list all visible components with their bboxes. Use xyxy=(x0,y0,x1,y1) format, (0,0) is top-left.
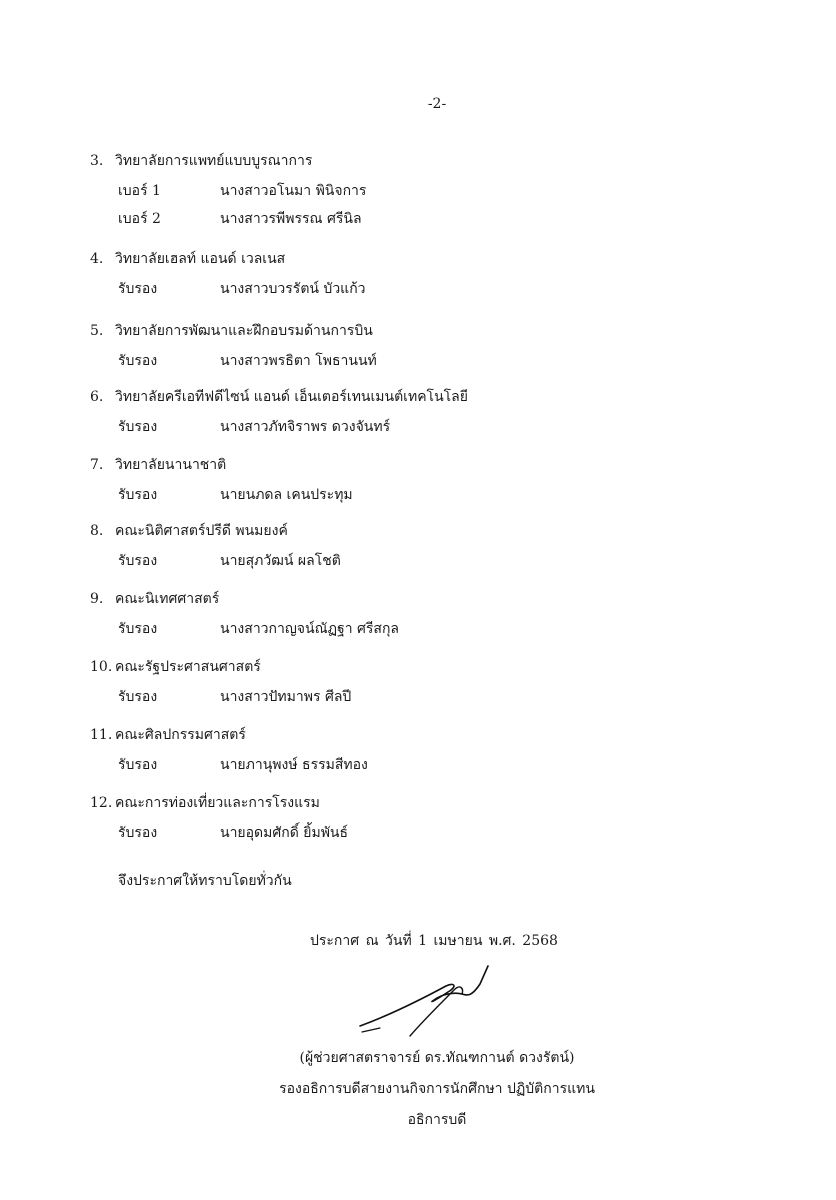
section-number: 11. xyxy=(90,727,113,743)
section-number: 4. xyxy=(90,251,104,267)
section-heading xyxy=(90,792,320,814)
entry-name: นายภานุพงษ์ ธรรมสีทอง xyxy=(220,757,368,773)
section-heading xyxy=(90,150,312,172)
entry-label: รับรอง xyxy=(118,689,158,705)
section-number: 3. xyxy=(90,153,104,169)
entry-label: รับรอง xyxy=(118,825,158,841)
section-name: วิทยาลัยเฮลท์ แอนด์ เวลเนส xyxy=(115,251,286,267)
section-number: 9. xyxy=(90,591,104,607)
section-number: 5. xyxy=(90,323,104,339)
entry-name: นางสาวพรธิตา โพธานนท์ xyxy=(220,353,377,369)
entry-label: รับรอง xyxy=(118,281,158,297)
section-heading xyxy=(90,454,226,476)
entry-row xyxy=(118,822,348,844)
entry-name: นางสาวปัทมาพร ศีลปี xyxy=(220,689,352,705)
entry-name: นายอุดมศักดิ์ ยิ้มพันธ์ xyxy=(220,825,349,841)
section-name: คณะศิลปกรรมศาสตร์ xyxy=(115,727,246,743)
section-name: คณะการท่องเที่ยวและการโรงแรม xyxy=(115,795,320,811)
section-heading xyxy=(90,520,288,542)
closing-statement: จึงประกาศให้ทราบโดยทั่วกัน xyxy=(118,873,292,889)
entry-row xyxy=(118,208,362,230)
entry-name: นางสาวอโนมา พินิจการ xyxy=(220,183,367,199)
section-number: 6. xyxy=(90,389,104,405)
section-heading xyxy=(90,588,219,610)
signatory-name: (ผู้ช่วยศาสตราจารย์ ดร.ทัณฑกานต์ ดวงรัตน์) xyxy=(299,1050,575,1066)
entry-name: นายนภดล เคนประทุม xyxy=(220,487,353,503)
section-heading xyxy=(90,248,285,270)
section-number: 12. xyxy=(90,795,113,811)
entry-label: รับรอง xyxy=(118,419,158,435)
entry-label: รับรอง xyxy=(118,757,158,773)
entry-label: รับรอง xyxy=(118,487,158,503)
section-heading xyxy=(90,320,373,342)
entry-row xyxy=(118,484,353,506)
entry-label: เบอร์ 1 xyxy=(118,183,161,199)
entry-row xyxy=(118,278,366,300)
entry-row xyxy=(118,180,366,202)
section-number: 7. xyxy=(90,457,104,473)
entry-row xyxy=(118,350,377,372)
entry-label: รับรอง xyxy=(118,353,158,369)
entry-name: นายสุภวัฒน์ ผลโชติ xyxy=(220,553,341,569)
signature-image xyxy=(350,960,500,1040)
section-heading xyxy=(90,656,261,678)
section-name: คณะนิเทศศาสตร์ xyxy=(115,591,220,607)
section-name: วิทยาลัยการแพทย์แบบบูรณาการ xyxy=(115,153,313,169)
entry-name: นางสาวภัทจิราพร ดวงจันทร์ xyxy=(220,419,391,435)
section-name: วิทยาลัยนานาชาติ xyxy=(115,457,227,473)
section-name: คณะรัฐประศาสนศาสตร์ xyxy=(115,659,261,675)
entry-row xyxy=(118,754,368,776)
entry-label: รับรอง xyxy=(118,621,158,637)
section-name: คณะนิติศาสตร์ปรีดี พนมยงค์ xyxy=(115,523,288,539)
section-name: วิทยาลัยการพัฒนาและฝึกอบรมด้านการบิน xyxy=(115,323,373,339)
signatory-title: รองอธิการบดีสายงานกิจการนักศึกษา ปฏิบัติการแทน xyxy=(279,1081,595,1097)
section-number: 10. xyxy=(90,659,113,675)
entry-label: รับรอง xyxy=(118,553,158,569)
entry-name: นางสาวกาญจน์ณัฏฐา ศรีสกุล xyxy=(220,621,400,637)
section-number: 8. xyxy=(90,523,104,539)
entry-row xyxy=(118,416,390,438)
page-number: -2- xyxy=(427,96,447,112)
entry-row xyxy=(118,550,341,572)
entry-row xyxy=(118,618,399,640)
section-heading xyxy=(90,386,468,408)
entry-row xyxy=(118,686,351,708)
section-heading xyxy=(90,724,246,746)
signatory-subtitle: อธิการบดี xyxy=(407,1112,467,1128)
entry-name: นางสาวบวรรัตน์ บัวแก้ว xyxy=(220,281,366,297)
section-name: วิทยาลัยครีเอทีฟดีไซน์ แอนด์ เอ็นเตอร์เทนเมนต์เทคโนโลยี xyxy=(115,389,468,405)
announcement-date: ประกาศ ณ วันที่ 1 เมษายน พ.ศ. 2568 xyxy=(310,933,558,949)
entry-label: เบอร์ 2 xyxy=(118,211,161,227)
entry-name: นางสาวรพีพรรณ ศรีนิล xyxy=(220,211,362,227)
